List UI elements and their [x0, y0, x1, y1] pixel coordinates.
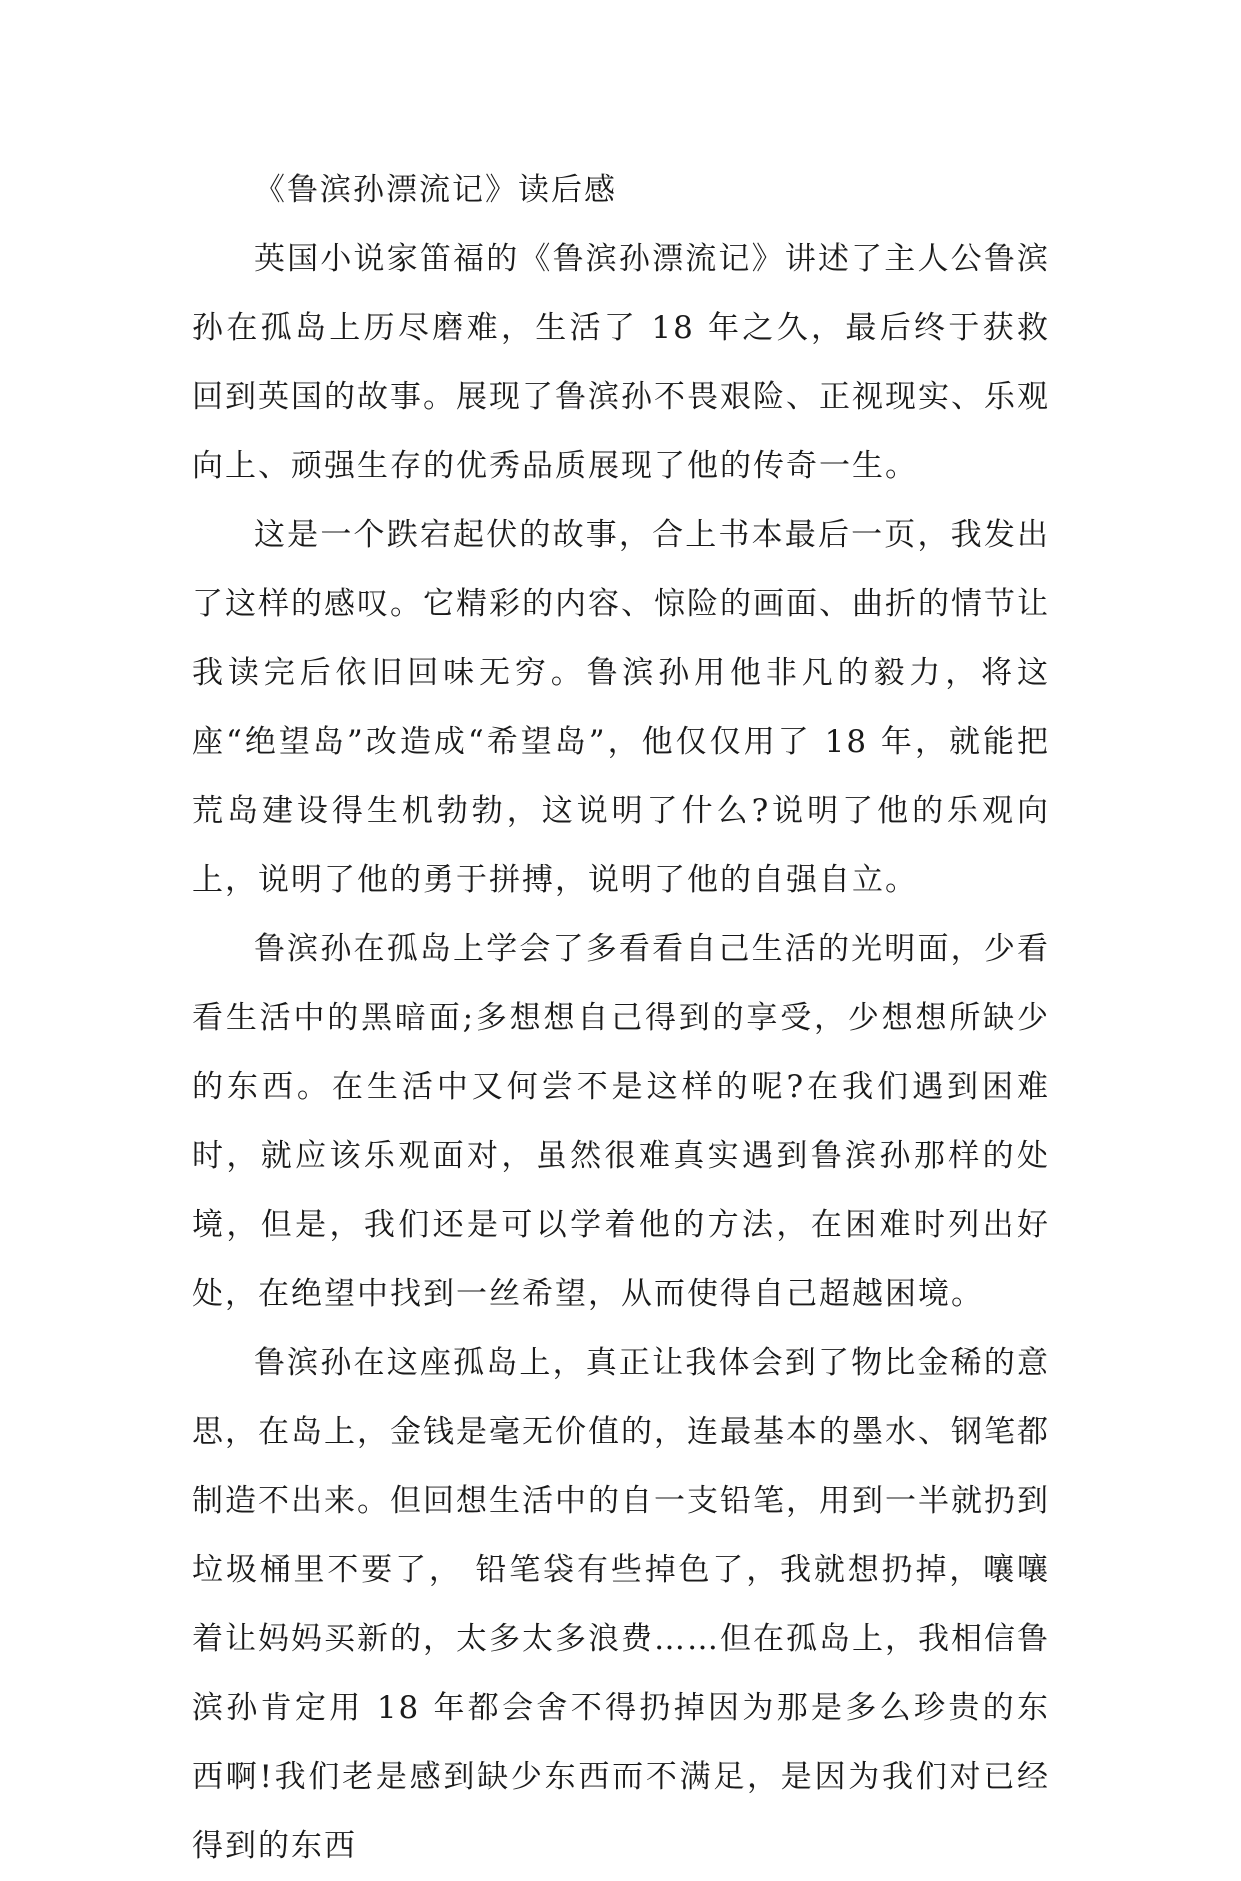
paragraph-4: 鲁滨孙在这座孤岛上，真正让我体会到了物比金稀的意思，在岛上，金钱是毫无价值的，连最基本的墨水、钢笔都制造不出来。但回想生活中的自一支铅笔，用到一半就扔到垃圾桶里不要了， 铅笔袋有些掉色了，我就想扔掉，嚷嚷着让妈妈买新的，太多太多浪费……但在孤岛上，我相信鲁滨孙肯定用 18 年都会舍不得扔掉因为那是多么珍贵的东西啊!我们老是感到缺少东西而不满足，是因为我们对已经得到的东西 [192, 1345, 1050, 1864]
paragraph-1: 英国小说家笛福的《鲁滨孙漂流记》讲述了主人公鲁滨孙在孤岛上历尽磨难，生活了 18 年之久，最后终于获救回到英国的故事。展现了鲁滨孙不畏艰险、正视现实、乐观向上、顽强生存的优秀品质展现了他的传奇一生。 [192, 241, 1050, 484]
document-body [192, 156, 1050, 1881]
document-title: 《鲁滨孙漂流记》读后感 [254, 172, 617, 208]
paragraph-3: 鲁滨孙在孤岛上学会了多看看自己生活的光明面，少看看生活中的黑暗面;多想想自己得到的享受，少想想所缺少的东西。在生活中又何尝不是这样的呢?在我们遇到困难时，就应该乐观面对，虽然很难真实遇到鲁滨孙那样的处境，但是，我们还是可以学着他的方法，在困难时列出好处，在绝望中找到一丝希望，从而使得自己超越困境。 [192, 931, 1050, 1312]
paragraph-2: 这是一个跌宕起伏的故事，合上书本最后一页，我发出了这样的感叹。它精彩的内容、惊险的画面、曲折的情节让我读完后依旧回味无穷。鲁滨孙用他非凡的毅力，将这座“绝望岛”改造成“希望岛”，他仅仅用了 18 年，就能把荒岛建设得生机勃勃，这说明了什么?说明了他的乐观向上，说明了他的勇于拼搏，说明了他的自强自立。 [192, 517, 1050, 898]
